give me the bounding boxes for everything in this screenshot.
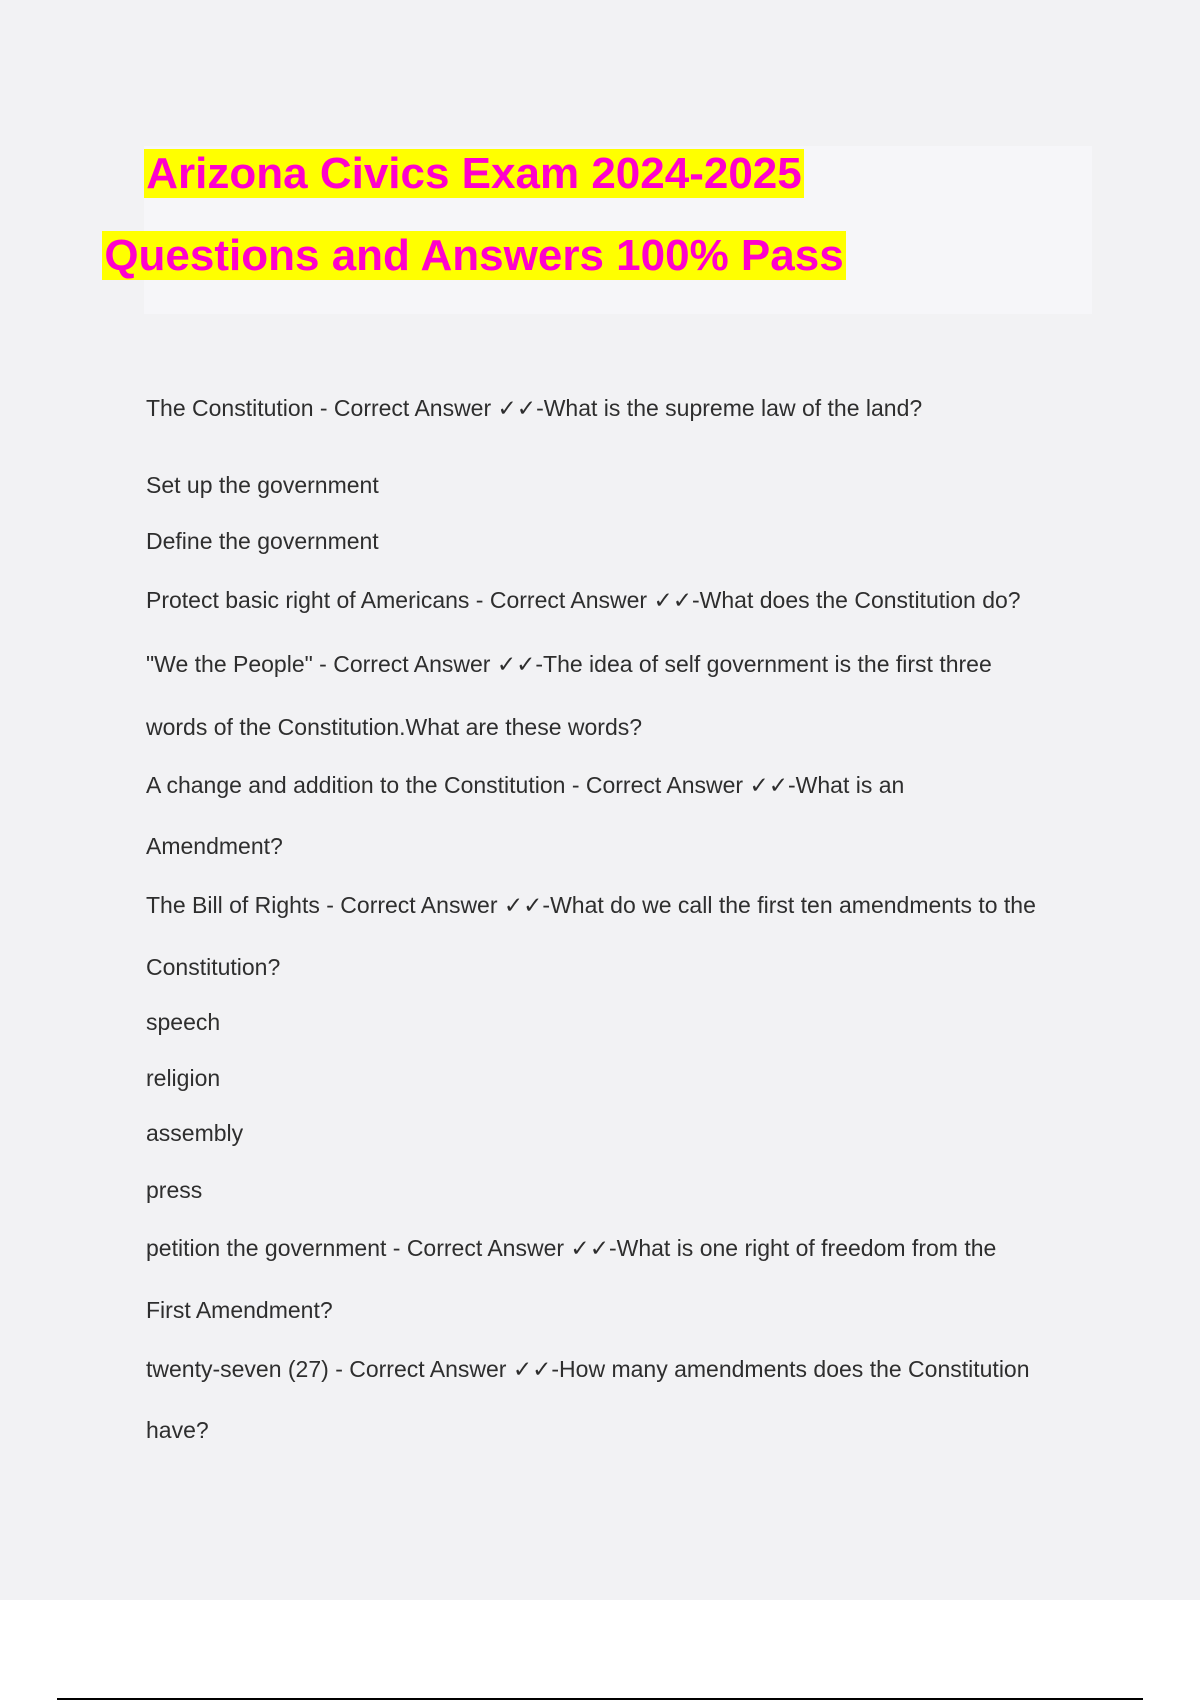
title-line-1-text: Arizona Civics Exam 2024-2025 (146, 149, 802, 198)
qa-line: assembly (146, 1120, 244, 1146)
qa-line: "We the People" - Correct Answer ✓✓-The idea of self government is the first three (146, 651, 992, 677)
qa-line: words of the Constitution.What are these words? (146, 714, 643, 740)
qa-line: Define the government (146, 528, 379, 554)
qa-line: Amendment? (146, 833, 283, 859)
qa-line: A change and addition to the Constitution - Correct Answer ✓✓-What is an (146, 772, 905, 798)
qa-line: Set up the government (146, 472, 379, 498)
qa-line: religion (146, 1065, 221, 1091)
qa-line: press (146, 1177, 203, 1203)
title-line-2 (0, 228, 948, 284)
qa-line: have? (146, 1417, 209, 1443)
qa-line: twenty-seven (27) - Correct Answer ✓✓-How many amendments does the Constitution (146, 1356, 1030, 1382)
qa-line: Protect basic right of Americans - Correct Answer ✓✓-What does the Constitution do? (146, 587, 1021, 613)
title-line-1 (0, 146, 948, 202)
title-line-2-text: Questions and Answers 100% Pass (104, 231, 844, 280)
qa-line: petition the government - Correct Answer ✓✓-What is one right of freedom from the (146, 1235, 997, 1261)
qa-line: The Bill of Rights - Correct Answer ✓✓-What do we call the first ten amendments to the (146, 892, 1036, 918)
qa-line: Constitution? (146, 954, 281, 980)
qa-line: The Constitution - Correct Answer ✓✓-What is the supreme law of the land? (146, 395, 923, 421)
qa-line: First Amendment? (146, 1297, 333, 1323)
qa-line: speech (146, 1009, 221, 1035)
